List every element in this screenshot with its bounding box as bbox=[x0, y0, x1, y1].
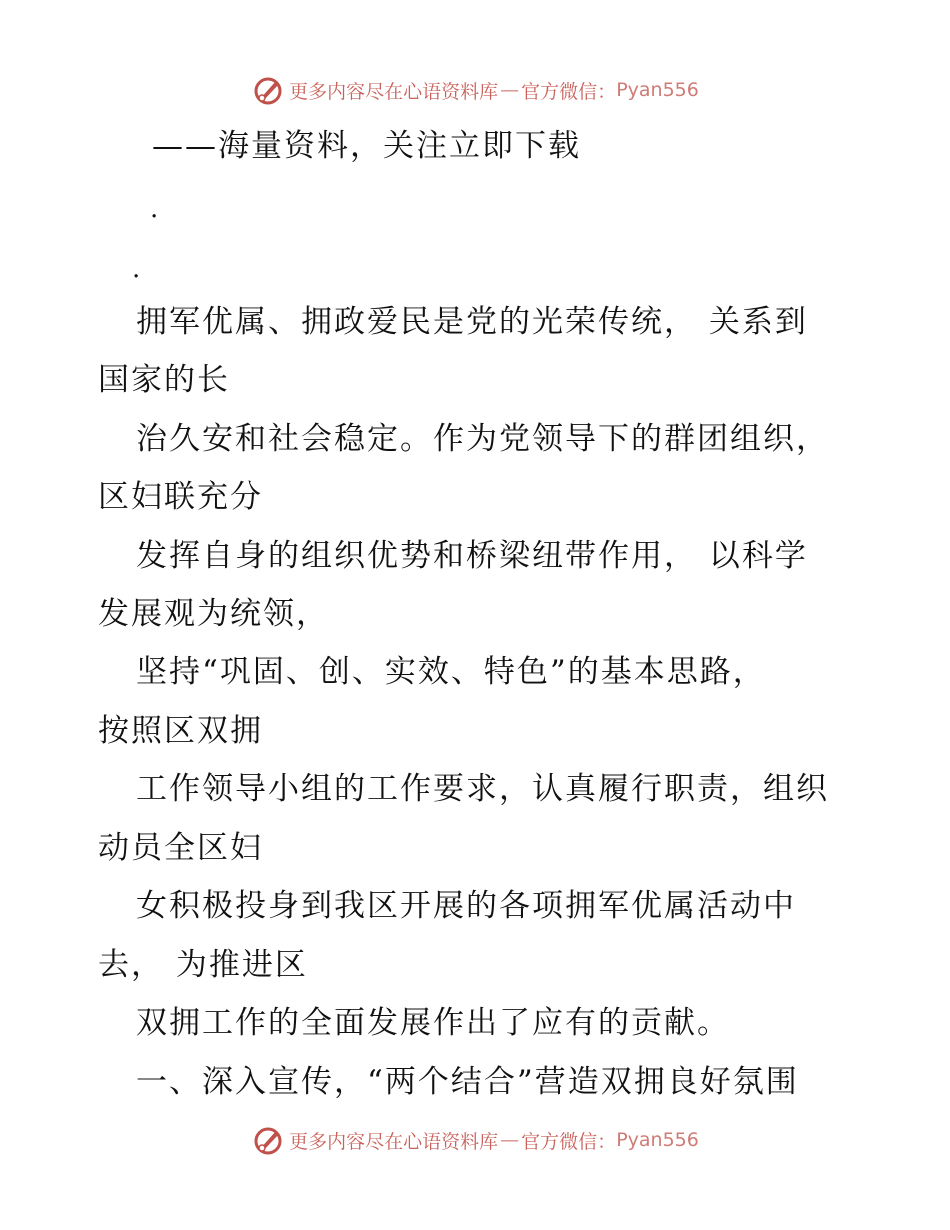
watermark-footer bbox=[0, 1120, 950, 1160]
watermark-label: 官方微信： bbox=[521, 1130, 617, 1153]
watermark-main-text: 更多内容尽在心语资料库 bbox=[289, 1130, 499, 1153]
brush-logo-icon bbox=[251, 73, 285, 107]
body-line-5: 发挥自身的组织优势和桥梁纽带作用， 以科学 bbox=[136, 538, 808, 574]
body-line-7: 坚持“巩固、创、实效、特色”的基本思路， bbox=[136, 654, 766, 690]
brush-logo-icon bbox=[251, 1123, 285, 1157]
body-line-11: 女积极投身到我区开展的各项拥军优属活动中 bbox=[136, 888, 796, 924]
watermark-separator: — bbox=[500, 1129, 520, 1151]
dot-1: . bbox=[150, 194, 159, 224]
body-line-1: 拥军优属、拥政爱民是党的光荣传统， 关系到 bbox=[136, 304, 808, 340]
watermark-separator: — bbox=[500, 79, 520, 101]
body-line-6: 发展观为统领， bbox=[98, 596, 329, 632]
subtitle: ——海量资料，关注立即下载 bbox=[152, 128, 581, 164]
body-line-13: 双拥工作的全面发展作出了应有的贡献。 bbox=[136, 1005, 730, 1041]
dot-2: . bbox=[132, 254, 141, 284]
body-line-12: 去， 为推进区 bbox=[98, 947, 308, 983]
body-line-4: 区妇联充分 bbox=[98, 479, 263, 515]
watermark-wechat-id: Pyan556 bbox=[616, 79, 699, 101]
body-line-3: 治久安和社会稳定。作为党领导下的群团组织， bbox=[136, 421, 829, 457]
body-line-2: 国家的长 bbox=[98, 362, 230, 398]
watermark-main-text: 更多内容尽在心语资料库 bbox=[289, 80, 499, 103]
body-line-8: 按照区双拥 bbox=[98, 713, 263, 749]
body-line-14: 一、深入宣传，“两个结合”营造双拥良好氛围 bbox=[136, 1064, 799, 1100]
watermark-wechat-id: Pyan556 bbox=[616, 1129, 699, 1151]
body-line-10: 动员全区妇 bbox=[98, 830, 263, 866]
watermark-header bbox=[0, 70, 950, 110]
body-line-9: 工作领导小组的工作要求，认真履行职责，组织 bbox=[136, 771, 829, 807]
watermark-label: 官方微信： bbox=[521, 80, 617, 103]
